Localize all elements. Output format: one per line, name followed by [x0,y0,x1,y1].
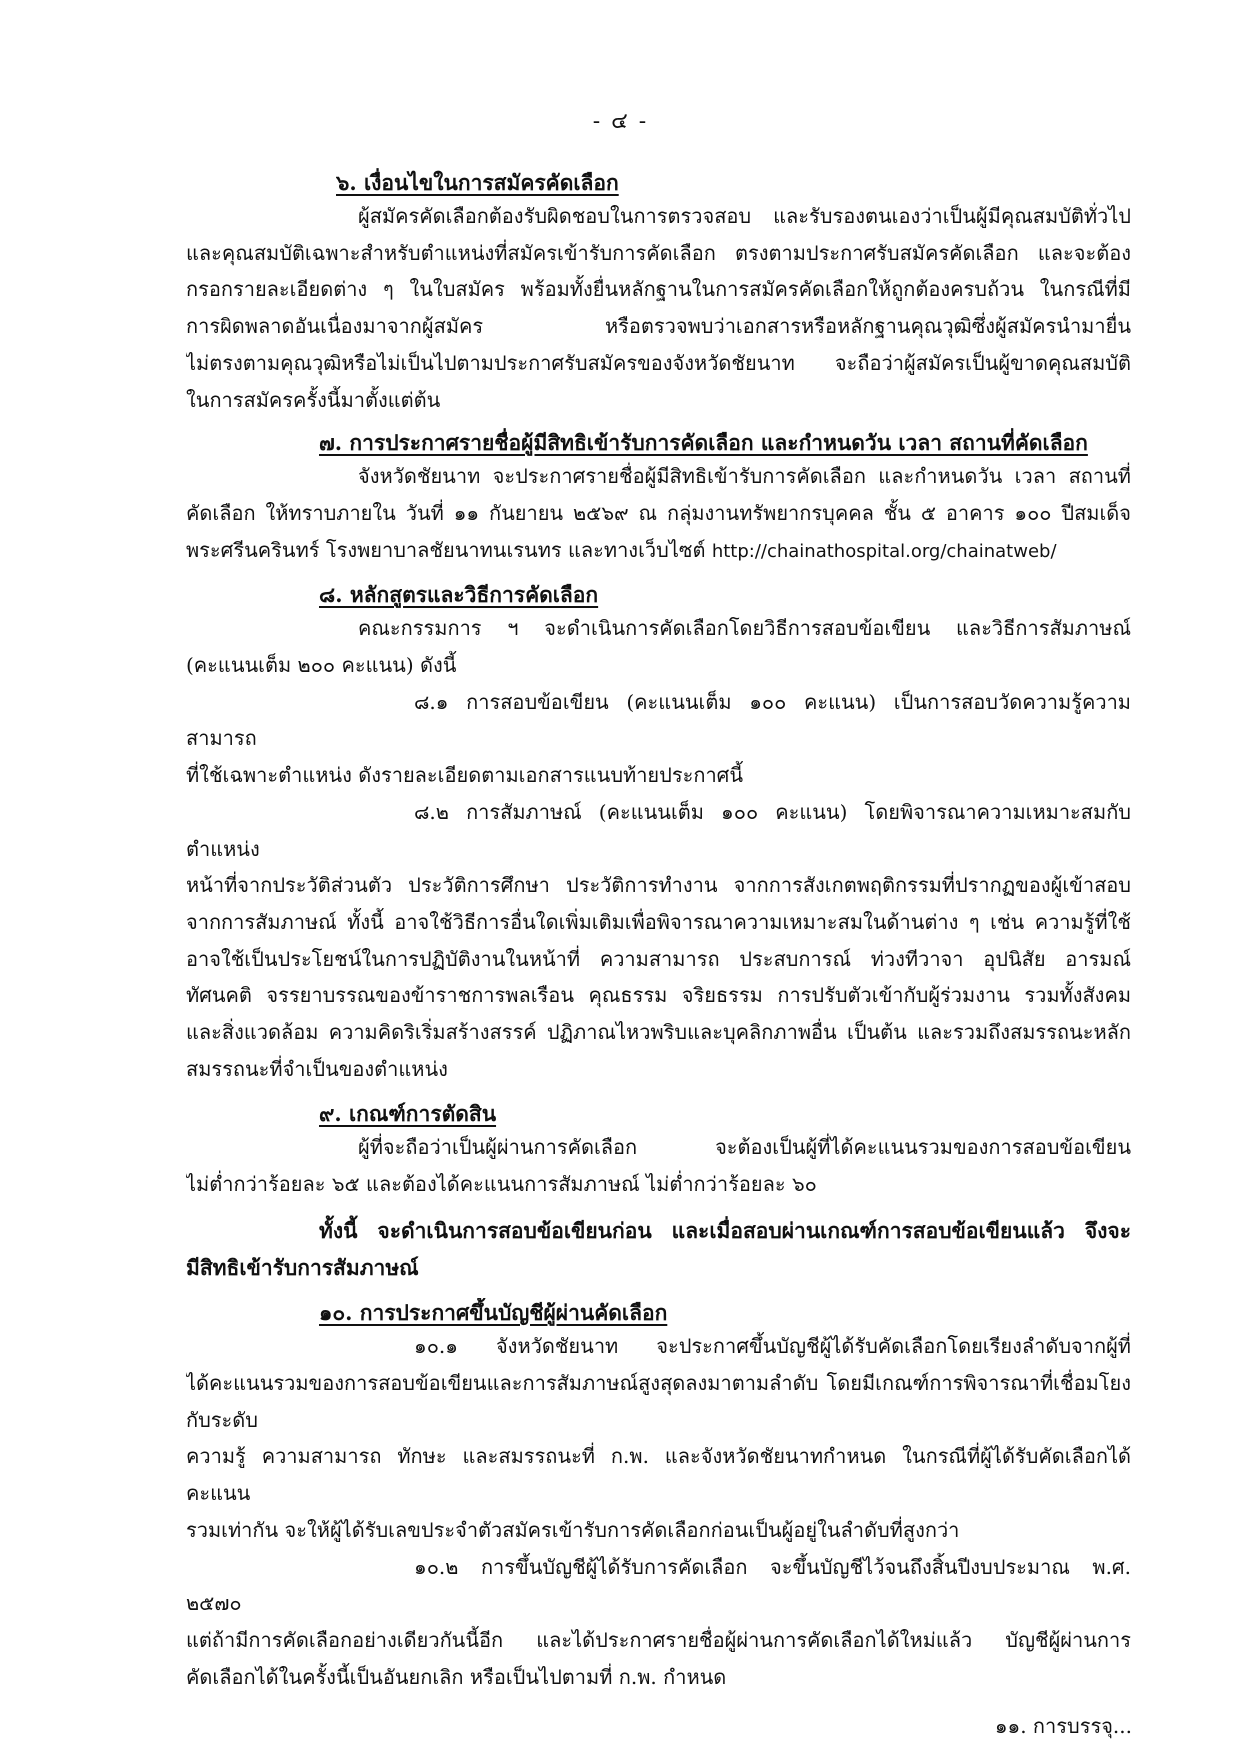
section-8-intro-line: คณะกรรมการ ฯ จะดำเนินการคัดเลือกโดยวิธีการสอบข้อเขียน และวิธีการสัมภาษณ์ [358,616,1131,641]
section-8-2-line: และสิ่งแวดล้อม ความคิดริเริ่มสร้างสรรค์ ปฏิภาณไหวพริบและบุคลิกภาพอื่น เป็นต้น และรวมถึงสมรรถนะหลัก [186,1020,1131,1045]
section-8-heading: ๘. หลักสูตรและวิธีการคัดเลือก [319,582,599,608]
section-10-2-line: ๑๐.๒ การขึ้นบัญชีผู้ได้รับการคัดเลือก จะขึ้นบัญชีไว้จนถึงสิ้นปีงบประมาณ พ.ศ. ๒๕๗๐ [186,1554,1131,1616]
website-url: http://chainathospital.org/chainatweb/ [711,540,1057,562]
section-6-line: ผู้สมัครคัดเลือกต้องรับผิดชอบในการตรวจสอบ และรับรองตนเองว่าเป็นผู้มีคุณสมบัติทั่วไป [358,204,1131,228]
section-7-line-text: พระศรีนครินทร์ โรงพยาบาลชัยนาทนเรนทร และทางเว็บไซต์ [186,537,706,562]
section-10-1-line: ๑๐.๑ จังหวัดชัยนาท จะประกาศขึ้นบัญชีผู้ได้รับคัดเลือกโดยเรียงลำดับจากผู้ที่ [414,1334,1131,1359]
page-number: - ๔ - [592,109,649,134]
section-10-2-line: คัดเลือกได้ในครั้งนี้เป็นอันยกเลิก หรือเป็นไปตามที่ ก.พ. กำหนด [186,1664,727,1689]
section-8-2-line: จากการสัมภาษณ์ ทั้งนี้ อาจใช้วิธีการอื่นใดเพิ่มเติมเพื่อพิจารณาความเหมาะสมในด้านต่าง ๆ เช่น ความรู้ที่ใช้ [186,909,1131,934]
document-body [186,168,1131,1695]
section-10-1-line: ได้คะแนนรวมของการสอบข้อเขียนและการสัมภาษณ์สูงสุดลงมาตามลำดับ โดยมีเกณฑ์การพิจารณาที่เชื่อมโยงกับระดับ [186,1370,1131,1432]
section-9-line: ไม่ต่ำกว่าร้อยละ ๖๕ และต้องได้คะแนนการสัมภาษณ์ ไม่ต่ำกว่าร้อยละ ๖๐ [186,1172,817,1197]
section-8-1-line: ๘.๑ การสอบข้อเขียน (คะแนนเต็ม ๑๐๐ คะแนน) เป็นการสอบวัดความรู้ความสามารถ [186,689,1131,751]
section-9-heading: ๙. เกณฑ์การตัดสิน [319,1101,497,1127]
section-8-2-line: ทัศนคติ จรรยาบรรณของข้าราชการพลเรือน คุณธรรม จริยธรรม การปรับตัวเข้ากับผู้ร่วมงาน รวมทั้งสังคม [186,983,1131,1008]
section-8-2-line: หน้าที่จากประวัติส่วนตัว ประวัติการศึกษา ประวัติการทำงาน จากการสังเกตพฤติกรรมที่ปรากฏของผู้เข้าสอบ [186,873,1131,898]
section-8-intro-line: (คะแนนเต็ม ๒๐๐ คะแนน) ดังนี้ [186,653,457,678]
section-8-2-line: อาจใช้เป็นประโยชน์ในการปฏิบัติงานในหน้าที่ ความสามารถ ประสบการณ์ ท่วงทีวาจา อุปนิสัย อารมณ์ [186,946,1131,971]
section-8-1-line: ที่ใช้เฉพาะตำแหน่ง ดังรายละเอียดตามเอกสารแนบท้ายประกาศนี้ [186,763,744,788]
section-6-line: ไม่ตรงตามคุณวุฒิหรือไม่เป็นไปตามประกาศรับสมัครของจังหวัดชัยนาท จะถือว่าผู้สมัครเป็นผู้ขาดคุณสมบัติ [186,350,1131,375]
section-6-line: กรอกรายละเอียดต่าง ๆ ในใบสมัคร พร้อมทั้งยื่นหลักฐานในการสมัครคัดเลือกให้ถูกต้องครบถ้วน ในกรณีที่มี [186,277,1131,302]
section-9-bold-line: ทั้งนี้ จะดำเนินการสอบข้อเขียนก่อน และเมื่อสอบผ่านเกณฑ์การสอบข้อเขียนแล้ว จึงจะ [319,1217,1131,1243]
section-8-2-line: สมรรถนะที่จำเป็นของตำแหน่ง [186,1056,448,1081]
section-6-line: และคุณสมบัติเฉพาะสำหรับตำแหน่งที่สมัครเข้ารับการคัดเลือก ตรงตามประกาศรับสมัครคัดเลือก และจะต้อง [186,240,1131,265]
section-10-2-line: แต่ถ้ามีการคัดเลือกอย่างเดียวกันนี้อีก และได้ประกาศรายชื่อผู้ผ่านการคัดเลือกได้ใหม่แล้ว บัญชีผู้ผ่านการ [186,1627,1131,1652]
section-10-1-line: รวมเท่ากัน จะให้ผู้ได้รับเลขประจำตัวสมัครเข้ารับการคัดเลือกก่อนเป็นผู้อยู่ในลำดับที่สูงกว่า [186,1517,960,1542]
section-9-line: ผู้ที่จะถือว่าเป็นผู้ผ่านการคัดเลือก จะต้องเป็นผู้ที่ได้คะแนนรวมของการสอบข้อเขียน [358,1135,1131,1160]
spacer [186,1203,1131,1213]
section-7-line: จังหวัดชัยนาท จะประกาศรายชื่อผู้มีสิทธิเข้ารับการคัดเลือก และกำหนดวัน เวลา สถานที่ [358,464,1131,489]
section-10-heading: ๑๐. การประกาศขึ้นบัญชีผู้ผ่านคัดเลือก [319,1300,668,1326]
section-7-line [186,532,1131,571]
section-6-line: ในการสมัครครั้งนี้มาตั้งแต่ต้น [186,387,441,412]
section-9-bold-line: มีสิทธิเข้ารับการสัมภาษณ์ [186,1254,419,1280]
continuation-note: ๑๑. การบรรจุ... [994,1714,1132,1738]
section-6-heading: ๖. เงื่อนไขในการสมัครคัดเลือก [336,170,619,195]
section-7-heading: ๗. การประกาศรายชื่อผู้มีสิทธิเข้ารับการคัดเลือก และกำหนดวัน เวลา สถานที่คัดเลือก [319,430,1088,456]
section-10-1-line: ความรู้ ความสามารถ ทักษะ และสมรรถนะที่ ก.พ. และจังหวัดชัยนาทกำหนด ในกรณีที่ผู้ได้รับคัดเลือกได้คะแนน [186,1444,1131,1506]
section-7-line: คัดเลือก ให้ทราบภายใน วันที่ ๑๑ กันยายน ๒๕๖๙ ณ กลุ่มงานทรัพยากรบุคคล ชั้น ๕ อาคาร ๑๐๐ ปีสมเด็จ [186,500,1131,525]
section-8-2-line: ๘.๒ การสัมภาษณ์ (คะแนนเต็ม ๑๐๐ คะแนน) โดยพิจารณาความเหมาะสมกับตำแหน่ง [186,799,1131,861]
section-6-line: การผิดพลาดอันเนื่องมาจากผู้สมัคร หรือตรวจพบว่าเอกสารหรือหลักฐานคุณวุฒิซึ่งผู้สมัครนำมายื่น [186,314,1131,339]
